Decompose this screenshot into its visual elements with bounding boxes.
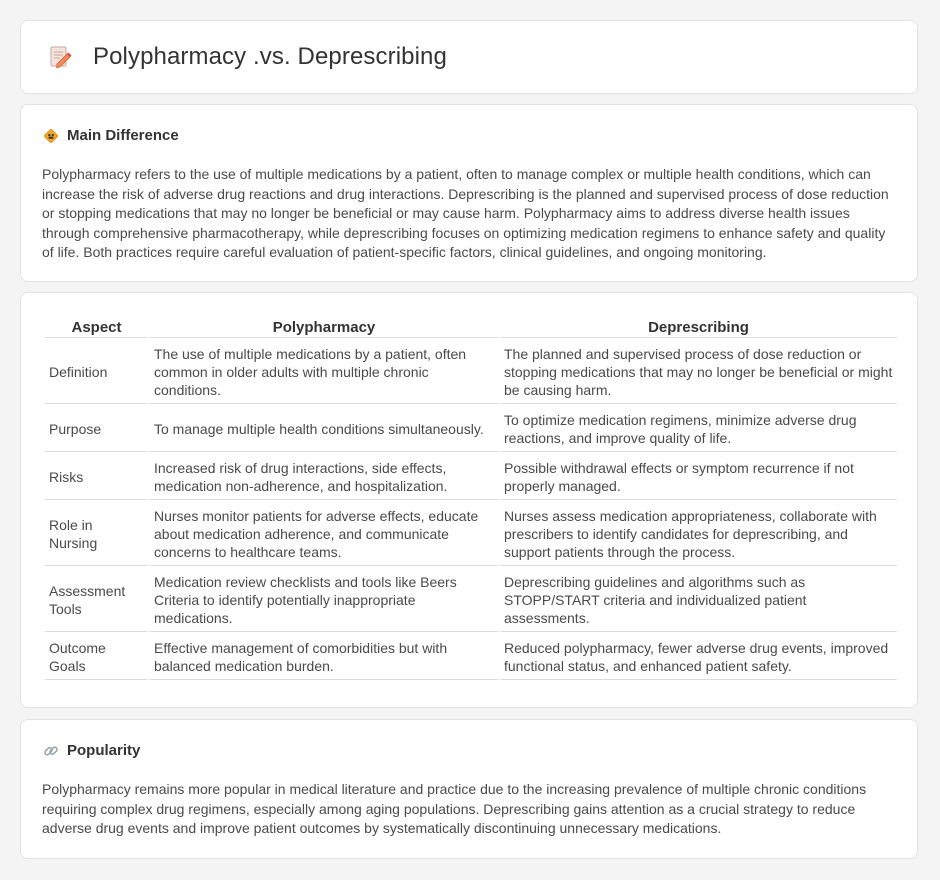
cell-polypharmacy: To manage multiple health conditions simultaneously.	[150, 406, 498, 452]
cell-polypharmacy: Medication review checklists and tools like Beers Criteria to identify potentially inappropriate medications.	[150, 568, 498, 632]
table-row	[45, 502, 897, 566]
popularity-text: Polypharmacy remains more popular in medical literature and practice due to the increasing prevalence of multiple chronic conditions requiring complex drug regimens, especially among aging populations. Deprescribing gains attention as a crucial strategy to reduce adverse drug events and improve patient outcomes by systematically discontinuing unnecessary medications.	[42, 781, 867, 837]
page-title: Polypharmacy .vs. Deprescribing	[93, 43, 447, 70]
cell-polypharmacy: Nurses monitor patients for adverse effects, educate about medication adherence, and communicate concerns to healthcare teams.	[150, 502, 498, 566]
cell-aspect: Assessment Tools	[45, 568, 148, 632]
cell-deprescribing: To optimize medication regimens, minimize adverse drug reactions, and improve quality of life.	[500, 406, 897, 452]
cell-deprescribing: Reduced polypharmacy, fewer adverse drug events, improved functional status, and enhanced patient safety.	[500, 634, 897, 680]
cell-aspect: Outcome Goals	[45, 634, 148, 680]
cell-polypharmacy: Increased risk of drug interactions, side effects, medication non-adherence, and hospitalization.	[150, 454, 498, 500]
table-row	[45, 406, 897, 452]
cell-polypharmacy: The use of multiple medications by a patient, often common in older adults with multiple chronic conditions.	[150, 340, 498, 404]
link-icon	[43, 743, 59, 759]
popularity-section	[20, 719, 918, 859]
table-row	[45, 568, 897, 632]
table-row	[45, 340, 897, 404]
main-difference-header	[43, 127, 179, 144]
cell-polypharmacy: Effective management of comorbidities but with balanced medication burden.	[150, 634, 498, 680]
main-difference-text: Polypharmacy refers to the use of multiple medications by a patient, often to manage complex or multiple health conditions, which can increase the risk of adverse drug reactions and drug interactions. Deprescribing is the planned and supervised process of dose reduction or stopping medications that may no longer be beneficial or may cause harm. Polypharmacy aims to address diverse health issues through comprehensive pharmacotherapy, while deprescribing focuses on optimizing medication regimens to enhance safety and quality of life. Both practices require careful evaluation of patient-specific factors, clinical guidelines, and ongoing monitoring.	[42, 166, 889, 261]
cell-aspect: Purpose	[45, 406, 148, 452]
header-deprescribing: Deprescribing	[500, 317, 897, 338]
header-aspect: Aspect	[45, 317, 148, 338]
table-header-row	[45, 317, 897, 338]
table-row	[45, 634, 897, 680]
popularity-heading: Popularity	[67, 742, 141, 759]
cell-aspect: Risks	[45, 454, 148, 500]
notepad-pencil-icon	[48, 44, 72, 70]
cell-aspect: Role in Nursing	[45, 502, 148, 566]
main-difference-heading: Main Difference	[67, 127, 179, 144]
comparison-table	[43, 315, 899, 682]
title-card	[20, 20, 918, 94]
header-polypharmacy: Polypharmacy	[150, 317, 498, 338]
main-difference-section	[20, 104, 918, 282]
cell-deprescribing: The planned and supervised process of dose reduction or stopping medications that may no longer be beneficial or might be causing harm.	[500, 340, 897, 404]
diamond-sign-icon	[43, 128, 59, 144]
cell-deprescribing: Possible withdrawal effects or symptom recurrence if not properly managed.	[500, 454, 897, 500]
table-row	[45, 454, 897, 500]
title-wrap	[48, 43, 447, 71]
cell-aspect: Definition	[45, 340, 148, 404]
popularity-header	[43, 742, 140, 759]
cell-deprescribing: Nurses assess medication appropriateness, collaborate with prescribers to identify candidates for deprescribing, and support patients through the process.	[500, 502, 897, 566]
comparison-section	[20, 292, 918, 708]
cell-deprescribing: Deprescribing guidelines and algorithms such as STOPP/START criteria and individualized patient assessments.	[500, 568, 897, 632]
